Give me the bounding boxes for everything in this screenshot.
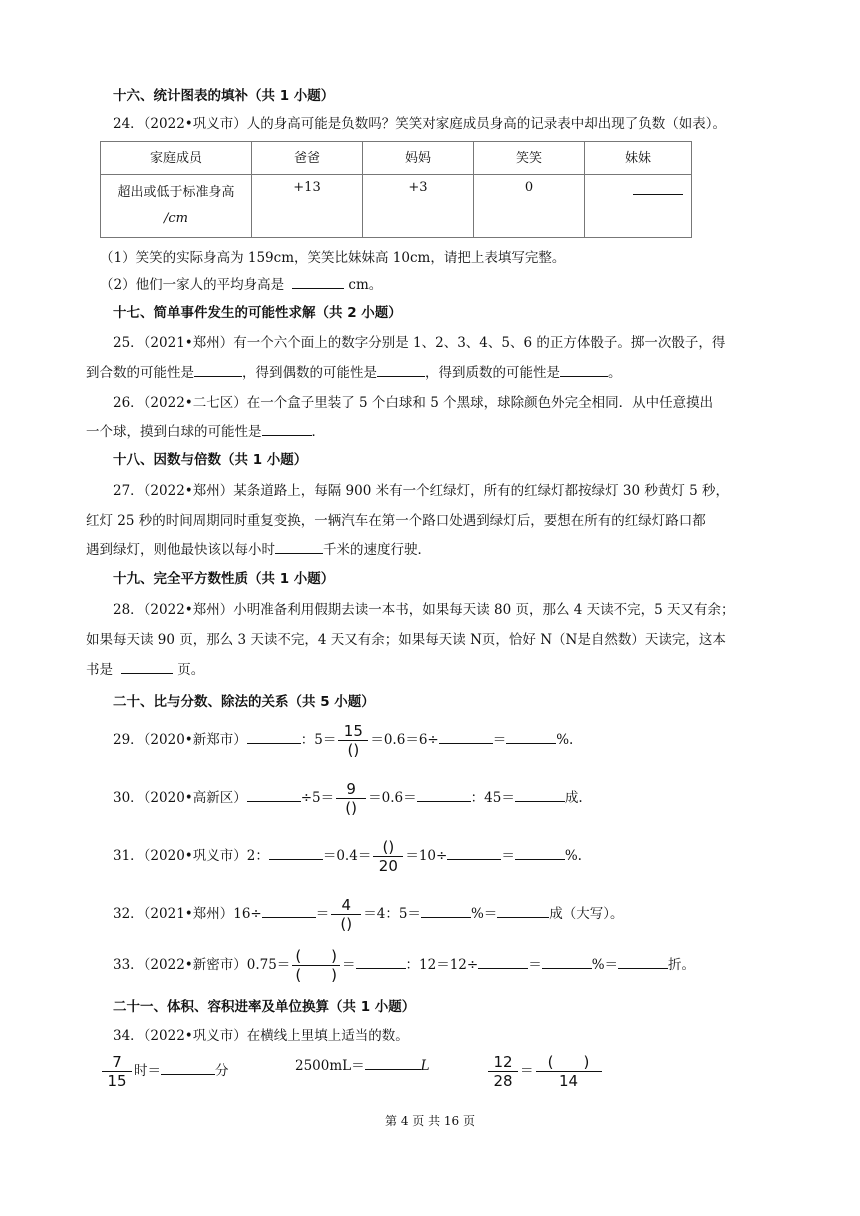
question-26-line2 (86, 420, 325, 440)
text-span: 29．（2020•新郑市） (113, 732, 247, 748)
text-span: 32．（2021•郑州）16÷ (113, 906, 262, 922)
fraction (488, 1053, 518, 1090)
text-span: ＝ (501, 848, 515, 864)
fraction (331, 896, 361, 933)
text-span: ÷5＝ (300, 790, 335, 806)
text-span: ＝ (315, 906, 330, 922)
answer-blank (417, 787, 471, 802)
row-label-unit: /cm (164, 211, 188, 226)
text-span: ，得到质数的可能性是 (425, 365, 560, 381)
question-28-line2: 如果每天读 90 页，那么 3 天读不完，4 天又有余；如果每天读 N页，恰好 N（N是自然数）天读完，这本 (86, 632, 726, 648)
answer-blank (439, 729, 493, 744)
text-span: 2500mL＝ (295, 1058, 365, 1074)
question-31 (113, 838, 582, 875)
answer-blank (618, 954, 668, 969)
text-span: ＝ (520, 1063, 534, 1079)
answer-blank (421, 903, 471, 918)
fraction-numerator: 4 (331, 896, 361, 915)
text-span: ＝0.6＝6÷ (370, 732, 439, 748)
text-span: 千米的速度行驶． (323, 542, 431, 558)
table-row (101, 175, 692, 238)
text-span: ＝ (342, 957, 356, 973)
section-heading-20: 二十、比与分数、除法的关系（共 5 小题） (113, 694, 375, 710)
text-span: ＝0.6＝ (368, 790, 417, 806)
table-header-cell: 笑笑 (474, 142, 585, 175)
table-header-cell: 妈妈 (363, 142, 474, 175)
text-span: ，得到偶数的可能性是 (242, 365, 377, 381)
question-27-line2: 红灯 25 秒的时间周期同时重复变换，一辆汽车在第一个路口处遇到绿灯后，要想在所有的红绿灯路口都 (86, 513, 706, 529)
text-span: 33．（2022•新密市）0.75＝ (113, 957, 291, 973)
table-header-row (101, 142, 692, 175)
answer-blank (365, 1055, 421, 1070)
text-span: 到合数的可能性是 (86, 365, 194, 381)
text-span: %＝ (470, 906, 498, 922)
answer-blank (247, 787, 301, 802)
section-heading-16: 十六、统计图表的填补（共 1 小题） (113, 88, 335, 104)
question-29 (113, 722, 573, 759)
fraction-denominator: () (340, 915, 353, 933)
text-span: 一个球，摸到白球的可能性是 (86, 424, 262, 440)
question-28-line3 (86, 658, 204, 678)
answer-blank (356, 954, 406, 969)
question-28-line1: 28．（2022•郑州）小明准备利用假期去读一本书，如果每天读 80 页，那么 4 天读不完，5 天又有余； (113, 602, 735, 618)
text-span: ． (311, 424, 325, 440)
fraction-numerator: () (373, 838, 403, 857)
table-answer-cell (585, 175, 692, 238)
text-span: 书是 (86, 662, 113, 678)
page-footer: 第 4 页 共 16 页 (385, 1114, 475, 1128)
question-34-part-b (295, 1054, 430, 1074)
fraction-denominator: 20 (378, 857, 398, 875)
text-span: ＝4：5＝ (363, 906, 421, 922)
text-span: 成. (564, 790, 583, 806)
answer-blank (269, 845, 323, 860)
answer-blank (515, 787, 565, 802)
text-span: 30．（2020•高新区） (113, 790, 247, 806)
question-27-line3 (86, 538, 431, 558)
text-span: cm。 (348, 277, 383, 293)
answer-blank (447, 845, 501, 860)
question-34-part-a (100, 1053, 229, 1090)
table-cell: +13 (252, 175, 363, 238)
question-24-stem: 24．（2022•巩义市）人的身高可能是负数吗？笑笑对家庭成员身高的记录表中却出现了负数（如表）。 (113, 116, 726, 132)
answer-blank (262, 421, 312, 436)
section-heading-19: 十九、完全平方数性质（共 1 小题） (113, 571, 335, 587)
fraction-numerator: 7 (102, 1053, 132, 1072)
table-header-cell: 爸爸 (252, 142, 363, 175)
text-span: 成（大写）。 (549, 906, 624, 922)
answer-blank (161, 1060, 215, 1075)
fraction (102, 1053, 132, 1090)
answer-blank (542, 954, 592, 969)
text-span: L (420, 1058, 430, 1074)
fraction-denominator: () (345, 799, 358, 817)
answer-blank (560, 362, 608, 377)
answer-blank (497, 903, 549, 918)
fraction (292, 947, 340, 984)
answer-blank (262, 903, 316, 918)
fraction-numerator: 15 (338, 722, 368, 741)
table-cell: +3 (363, 175, 474, 238)
table-cell: 0 (474, 175, 585, 238)
section-heading-17: 十七、简单事件发生的可能性求解（共 2 小题） (113, 305, 402, 321)
question-27-line1: 27．（2022•郑州）某条道路上，每隔 900 米有一个红绿灯，所有的红绿灯都按绿灯 30 秒黄灯 5 秒， (113, 483, 730, 499)
text-span: 31．（2020•巩义市）2： (113, 848, 269, 864)
answer-blank (275, 539, 323, 554)
text-span: ：45＝ (470, 790, 515, 806)
fraction-denominator: 14 (558, 1072, 579, 1090)
answer-blank (478, 954, 528, 969)
fraction-denominator: () (347, 741, 360, 759)
fraction-denominator: 28 (493, 1072, 513, 1090)
text-span: ＝0.4＝ (322, 848, 372, 864)
fraction-denominator: 15 (107, 1072, 127, 1090)
answer-blank (377, 362, 425, 377)
question-25-line2 (86, 361, 622, 381)
text-span: ＝10÷ (405, 848, 448, 864)
fraction (373, 838, 403, 875)
text-span: ＝ (528, 957, 542, 973)
fraction-denominator: ( ) (295, 966, 338, 984)
fraction (536, 1053, 602, 1090)
text-span: 页。 (177, 662, 205, 678)
fraction (338, 722, 368, 759)
section-heading-18: 十八、因数与倍数（共 1 小题） (113, 452, 308, 468)
height-record-table (100, 141, 692, 238)
question-24-sub2 (100, 273, 382, 293)
fraction-numerator: 12 (488, 1053, 518, 1072)
text-span: ：12＝12÷ (405, 957, 479, 973)
section-heading-21: 二十一、体积、容积进率及单位换算（共 1 小题） (113, 999, 416, 1015)
question-32 (113, 896, 624, 933)
text-span: %. (556, 732, 574, 748)
text-span: 遇到绿灯，则他最快该以每小时 (86, 542, 275, 558)
question-25-line1: 25．（2021•郑州）有一个六个面上的数字分别是 1、2、3、4、5、6 的正方体骰子。掷一次骰子，得 (113, 335, 726, 351)
row-label-line: 超出或低于标准身高 (117, 185, 235, 200)
answer-blank (515, 845, 565, 860)
question-24-sub1: （1）笑笑的实际身高为 159cm，笑笑比妹妹高 10cm，请把上表填写完整。 (100, 250, 566, 266)
text-span: ：5＝ (300, 732, 337, 748)
question-33 (113, 947, 695, 984)
question-30 (113, 780, 583, 817)
text-span: ＝ (492, 732, 507, 748)
answer-blank (194, 362, 242, 377)
fraction-numerator: ( ) (536, 1053, 602, 1072)
question-34-stem: 34．（2022•巩义市）在横线上里填上适当的数。 (113, 1028, 409, 1044)
text-span: %. (564, 848, 582, 864)
text-span: （2）他们一家人的平均身高是 (100, 277, 285, 293)
text-span: 。 (608, 365, 622, 381)
table-header-cell: 家庭成员 (101, 142, 252, 175)
answer-blank (292, 274, 344, 289)
fraction-numerator: ( ) (292, 947, 340, 966)
row-label-cell (101, 175, 252, 238)
text-span: 折。 (668, 957, 696, 973)
table-header-cell: 妹妹 (585, 142, 692, 175)
question-26-line1: 26．（2022•二七区）在一个盒子里装了 5 个白球和 5 个黑球，球除颜色外完全相同．从中任意摸出 (113, 395, 714, 411)
answer-blank (506, 729, 556, 744)
answer-blank (633, 180, 683, 195)
answer-blank (121, 659, 173, 674)
fraction-numerator: 9 (336, 780, 366, 799)
fraction (336, 780, 366, 817)
answer-blank (247, 729, 301, 744)
text-span: %＝ (591, 957, 619, 973)
question-34-part-c (486, 1053, 604, 1090)
text-span: 分 (215, 1063, 229, 1079)
text-span: 时＝ (134, 1063, 161, 1079)
